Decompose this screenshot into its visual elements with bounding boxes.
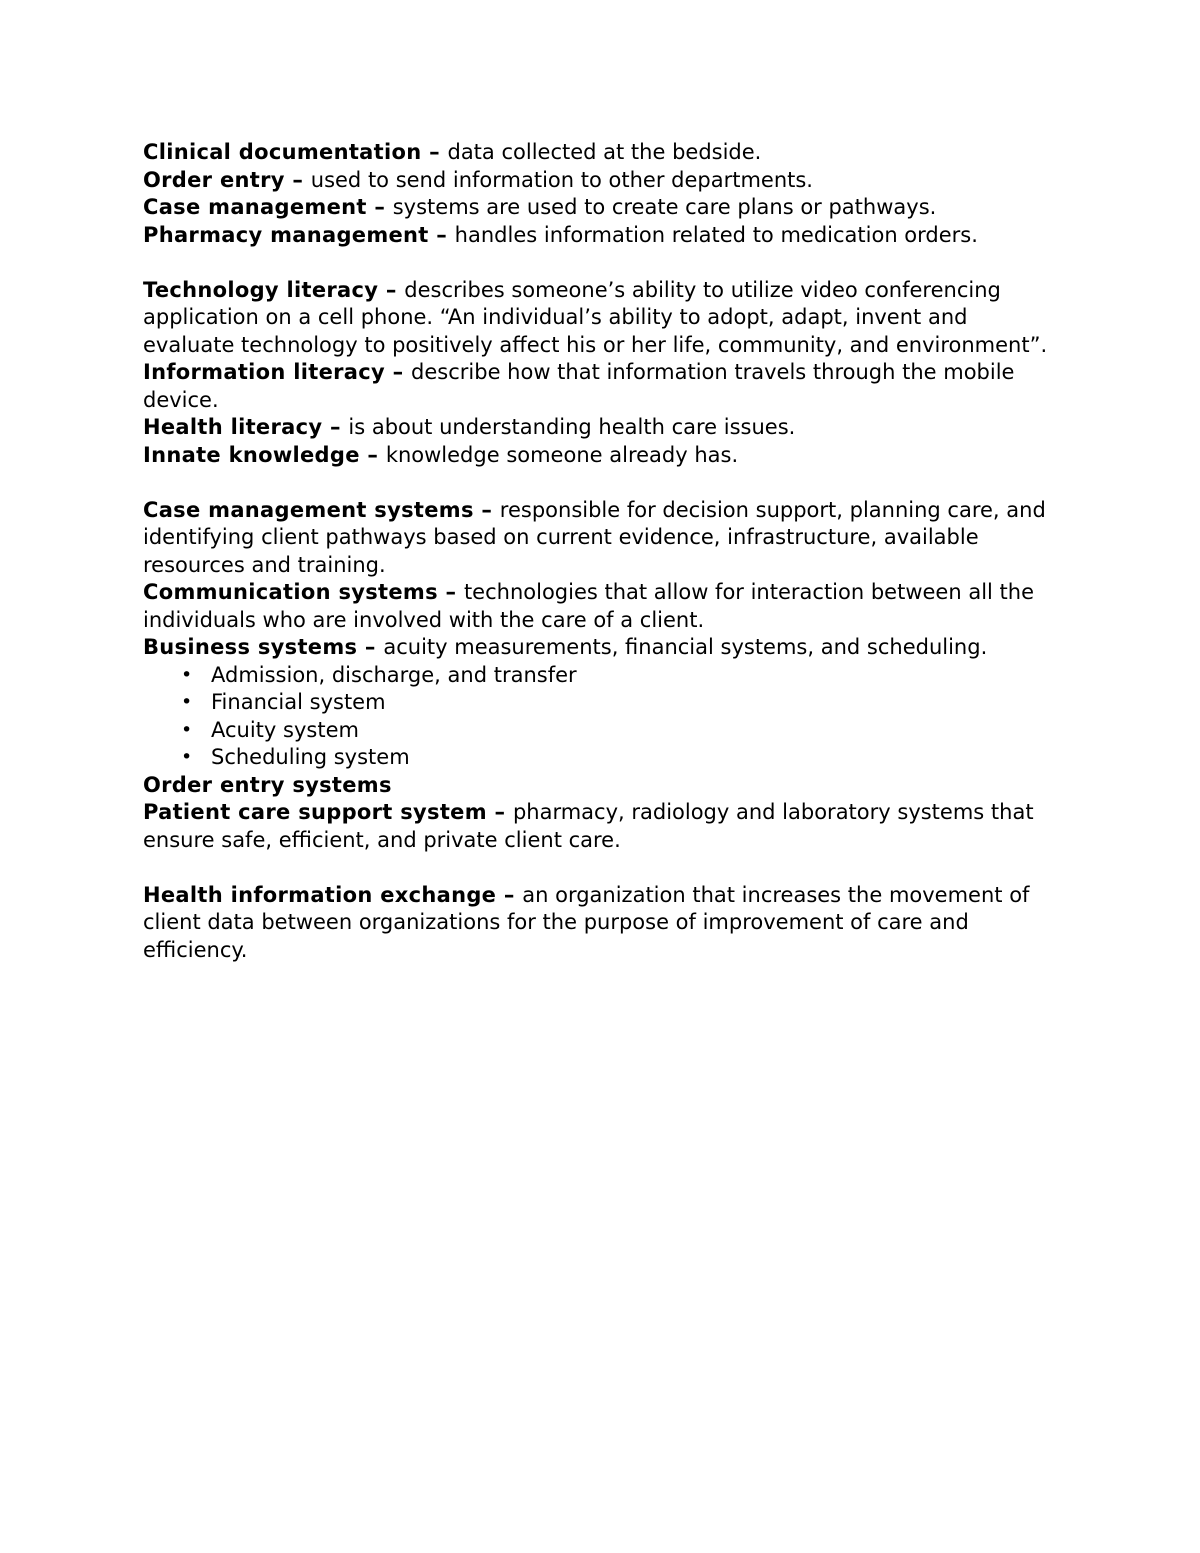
- dash-separator: –: [473, 497, 500, 522]
- definition-case-management-systems: responsible for decision support, planning care, and identifying client pathways based on current evidence, infrastructure, available resources and training.: [143, 497, 1046, 577]
- entry-patient-care-support-system: [143, 799, 1050, 854]
- definition-case-management: systems are used to create care plans or pathways.: [392, 195, 937, 219]
- dash-separator: –: [496, 882, 523, 907]
- dash-separator: –: [486, 800, 513, 824]
- definition-patient-care-support-system: pharmacy, radiology and laboratory systems that ensure safe, efficient, and private client care.: [143, 800, 1034, 852]
- term-patient-care-support-system: Patient care support system: [143, 800, 487, 824]
- term-technology-literacy: Technology literacy: [143, 277, 379, 302]
- list-item: [143, 662, 1050, 690]
- entry-order-entry: [143, 167, 1050, 195]
- entry-case-management-systems: [143, 497, 1050, 580]
- bullet-icon: •: [181, 746, 193, 768]
- bullet-icon: •: [181, 691, 193, 713]
- list-item: [143, 689, 1050, 717]
- bullet-icon: •: [181, 663, 193, 686]
- definition-health-information-exchange: an organization that increases the movement of client data between organizations for the purpose of improvement of care and efficiency.: [143, 882, 1030, 962]
- term-clinical-documentation: Clinical documentation: [143, 140, 422, 164]
- entry-pharmacy-management: [143, 222, 1050, 250]
- definition-order-entry: used to send information to other departments.: [310, 167, 813, 192]
- dash-separator: –: [366, 195, 393, 219]
- term-health-information-exchange: Health information exchange: [143, 882, 497, 907]
- dash-separator: –: [359, 442, 386, 467]
- dash-separator: –: [385, 360, 412, 384]
- dash-separator: –: [421, 140, 448, 164]
- paragraph-literacy: [143, 277, 1050, 470]
- definition-technology-literacy: describes someone’s ability to utilize video conferencing application on a cell phone. “An individual’s ability to adopt, adapt, invent and evaluate technology to positively affect his or her life, community, and environment”.: [143, 277, 1048, 357]
- entry-clinical-documentation: [143, 139, 1050, 167]
- bullet-text-scheduling-system: Scheduling system: [211, 745, 410, 769]
- bullet-icon: •: [181, 718, 193, 741]
- term-communication-systems: Communication systems: [143, 580, 438, 604]
- paragraph-health-information-exchange: [143, 882, 1050, 965]
- dash-separator: –: [322, 415, 349, 439]
- entry-information-literacy: [143, 359, 1050, 414]
- bullet-text-acuity-system: Acuity system: [211, 717, 359, 742]
- definition-information-literacy: describe how that information travels through the mobile device.: [143, 360, 1015, 412]
- entry-case-management: [143, 194, 1050, 222]
- entry-business-systems: [143, 634, 1050, 662]
- dash-separator: –: [378, 277, 405, 302]
- paragraph-systems: [143, 497, 1050, 855]
- term-information-literacy: Information literacy: [143, 360, 386, 384]
- definition-pharmacy-management: handles information related to medication orders.: [454, 222, 978, 247]
- term-health-literacy: Health literacy: [143, 415, 323, 439]
- definition-innate-knowledge: knowledge someone already has.: [385, 442, 739, 467]
- term-order-entry-systems: Order entry systems: [143, 772, 392, 797]
- dash-separator: –: [428, 222, 455, 247]
- definition-health-literacy: is about understanding health care issues.: [348, 415, 796, 439]
- list-item: [143, 717, 1050, 745]
- entry-technology-literacy: [143, 277, 1050, 360]
- dash-separator: –: [284, 167, 311, 192]
- term-business-systems: Business systems: [143, 635, 358, 659]
- term-innate-knowledge: Innate knowledge: [143, 442, 360, 467]
- entry-order-entry-systems: [143, 772, 1050, 800]
- entry-communication-systems: [143, 579, 1050, 634]
- bullet-text-financial-system: Financial system: [211, 690, 386, 714]
- term-order-entry: Order entry: [143, 167, 285, 192]
- definition-business-systems: acuity measurements, financial systems, and scheduling.: [383, 635, 988, 659]
- term-pharmacy-management: Pharmacy management: [143, 222, 429, 247]
- dash-separator: –: [357, 635, 384, 659]
- dash-separator: –: [437, 580, 464, 604]
- definition-communication-systems: technologies that allow for interaction between all the individuals who are involved with the care of a client.: [143, 580, 1035, 632]
- list-item: [143, 744, 1050, 772]
- paragraph-clinical-systems: [143, 139, 1050, 249]
- entry-innate-knowledge: [143, 442, 1050, 470]
- business-systems-bullet-list: [143, 662, 1050, 772]
- entry-health-literacy: [143, 414, 1050, 442]
- entry-health-information-exchange: [143, 882, 1050, 965]
- term-case-management: Case management: [143, 195, 367, 219]
- definition-clinical-documentation: data collected at the bedside.: [447, 140, 762, 164]
- bullet-text-admission-discharge-transfer: Admission, discharge, and transfer: [211, 662, 577, 687]
- term-case-management-systems: Case management systems: [143, 497, 474, 522]
